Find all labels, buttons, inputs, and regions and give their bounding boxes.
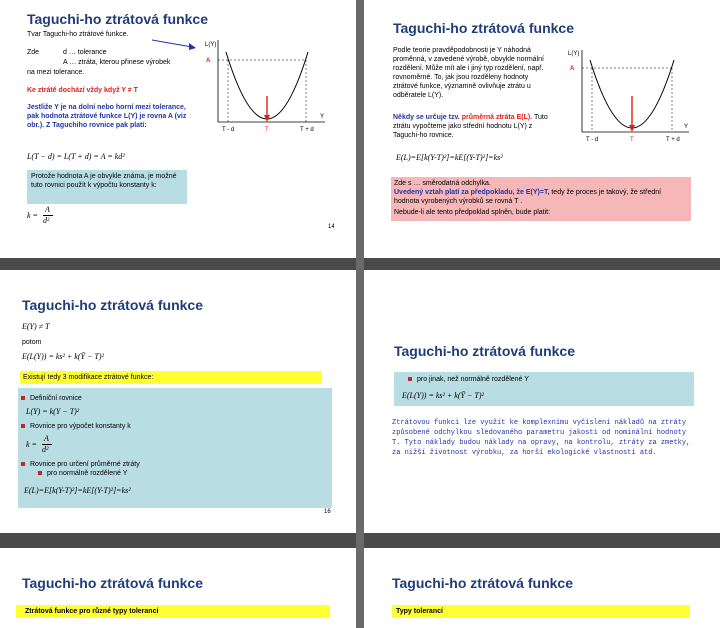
usage-paragraph: Ztrátovou funkci lze využít ke komplexnímu vyčíslení nákladů na ztráty způsobené odchylkou sledovaného parametru jakosti od nominální hodnoty T. Tyto náklady budou náklady na opravy, na kontrolu, ztráty za zmetky, za nižší životnost výrobku, za horší ekologické vlastnosti atd. bbox=[392, 419, 691, 457]
zde-label: Zde bbox=[27, 49, 40, 56]
bullet-icon bbox=[21, 462, 25, 466]
tick-right: T + d bbox=[300, 127, 314, 133]
y-axis-label: L(Y) bbox=[568, 51, 580, 57]
x-axis-label: Y bbox=[320, 114, 325, 120]
a-label: A bbox=[570, 66, 575, 72]
modifications-box bbox=[18, 388, 332, 508]
bullet-constant bbox=[21, 422, 131, 431]
bullet-icon bbox=[21, 396, 25, 400]
bullet-average-loss bbox=[21, 460, 140, 469]
other-distribution-box bbox=[394, 372, 694, 406]
y-axis-label: L(Y) bbox=[205, 42, 217, 48]
formula-k-den: d² bbox=[42, 445, 49, 454]
average-loss-rest: Tuto ztrátu vypočteme jako střední hodnotu L(Y) z Taguchi-ho rovnice. bbox=[393, 114, 548, 139]
slide-4 bbox=[364, 270, 720, 533]
formula-k-lhs: k = bbox=[26, 440, 37, 449]
slide-6 bbox=[364, 548, 720, 628]
bullet-constant-label: Rovnice pro výpočet konstanty k bbox=[30, 423, 131, 430]
bullet-definition-label: Definiční rovnice bbox=[30, 395, 82, 402]
bullet-definition bbox=[21, 394, 82, 403]
explanation-text: Jestliže Y je na dolní nebo horní mezi tolerance, pak hodnota ztrátové funkce L(Y) je rovna A (viz obr.). Z Taguchiho rovnice pak platí: bbox=[27, 104, 187, 129]
formula-average-loss: E(L)=E[k(Y-T)²]=kE[(Y-T)²]=ks² bbox=[24, 486, 131, 495]
formula-ey-not-t: E(Y) ≠ T bbox=[22, 322, 50, 331]
formula-k-lhs: k = bbox=[27, 211, 38, 220]
bullet-other bbox=[408, 375, 529, 384]
separator-bar-vertical bbox=[356, 0, 364, 628]
formula-k-num: A bbox=[45, 205, 50, 214]
note-line-1: Zde s … směrodatná odchylka. bbox=[394, 180, 491, 187]
arrow-icon bbox=[150, 37, 200, 51]
note-box bbox=[391, 177, 691, 221]
formula-definition: L(Y) = k(Y − T)² bbox=[26, 407, 80, 416]
formula-k-num: A bbox=[44, 434, 49, 443]
loss-function-graph bbox=[200, 36, 330, 136]
loss-function-graph bbox=[564, 46, 694, 146]
x-axis-label: Y bbox=[684, 124, 689, 130]
note-line-2 bbox=[394, 188, 688, 206]
tolerance-types-text: Ztrátová funkce pro různé typy tolerancí bbox=[25, 608, 159, 615]
zde-line-3: na mezi tolerance. bbox=[27, 69, 85, 76]
bullet-icon bbox=[408, 377, 412, 381]
note-assumption: Uvedený vztah platí za předpokladu, že E(Y)=T, bbox=[394, 189, 550, 196]
tick-mid: T bbox=[630, 137, 634, 143]
tick-left: T - d bbox=[586, 137, 599, 143]
average-loss-text bbox=[393, 113, 553, 140]
formula-other: E(L(Y)) = ks² + k(Ȳ − T)² bbox=[402, 391, 484, 400]
bullet-icon bbox=[38, 471, 42, 475]
tolerance-text: Typy tolerancí bbox=[396, 608, 443, 615]
note-line-3: Nebude-li ale tento předpoklad splněn, bude platit: bbox=[394, 209, 551, 216]
modifications-banner bbox=[20, 371, 322, 384]
slide-1 bbox=[0, 0, 356, 258]
bullet-icon bbox=[21, 424, 25, 428]
tolerance-types-banner bbox=[16, 605, 330, 618]
formula-boundary: L(T − d) = L(T + d) = A = kd² bbox=[27, 152, 125, 161]
average-loss-prefix: Někdy se určuje tzv. bbox=[393, 114, 460, 121]
zde-line-1: d … tolerance bbox=[63, 49, 107, 56]
condition-text: Ke ztrátě dochází vždy když Y ≠ T bbox=[27, 87, 138, 94]
intro-paragraph: Podle teorie pravděpodobnosti je Y náhodná proměnná, v zavedené výrobě, obvykle normální rozdělení. Může mít ale i jiný typ rozdělení, např. rovnoměrné. To, jak jsou rozděleny hodnoty ztrátové funkce, významně ovlivňuje ztrátu u odběratele L(Y). bbox=[393, 47, 544, 99]
formula-expected-loss: E(L(Y)) = ks² + k(Ȳ − T)² bbox=[22, 352, 104, 361]
bullet-average-loss-label: Rovnice pro určení průměrné ztráty bbox=[30, 461, 140, 468]
sub-bullet-normal bbox=[38, 469, 127, 478]
slide-2 bbox=[364, 0, 720, 258]
slide-title: Taguchi-ho ztrátová funkce bbox=[22, 297, 203, 313]
bullet-other-label: pro jinak, než normálně rozdělené Y bbox=[417, 376, 529, 383]
slide-5 bbox=[0, 548, 356, 628]
tick-mid: T bbox=[265, 127, 269, 133]
slide-subtitle: Tvar Taguchi-ho ztrátové funkce. bbox=[27, 31, 129, 38]
formula-average-loss: E(L)=E[k(Y-T)²]=kE[(Y-T)²]=ks² bbox=[396, 153, 503, 162]
potom-text: potom bbox=[22, 339, 42, 346]
a-label: A bbox=[206, 58, 211, 64]
tick-right: T + d bbox=[666, 137, 680, 143]
tolerance-banner bbox=[392, 605, 690, 618]
zde-line-2: A … ztráta, kterou přinese výrobek bbox=[63, 59, 171, 66]
slide-title: Taguchi-ho ztrátová funkce bbox=[393, 20, 574, 36]
slide-title: Taguchi-ho ztrátová funkce bbox=[22, 575, 203, 591]
info-box-text: Protože hodnota A je obvykle známa, je možné tuto rovnici použít k výpočtu konstanty k: bbox=[31, 173, 177, 189]
note-assumption-rest: tedy že proces je takový, že střední hodnota vyrobených výrobků se rovná T . bbox=[394, 189, 662, 205]
modifications-text: Existují tedy 3 modifikace ztrátové funkce: bbox=[23, 374, 154, 381]
page-number: 16 bbox=[324, 509, 331, 515]
tick-left: T - d bbox=[222, 127, 235, 133]
info-box bbox=[27, 170, 187, 204]
slide-title: Taguchi-ho ztrátová funkce bbox=[27, 11, 208, 27]
slide-title: Taguchi-ho ztrátová funkce bbox=[392, 575, 573, 591]
slide-3 bbox=[0, 270, 356, 533]
average-loss-term: průměrná ztráta E(L). bbox=[461, 114, 533, 121]
slide-title: Taguchi-ho ztrátová funkce bbox=[394, 343, 575, 359]
sub-bullet-normal-label: pro normálně rozdělené Y bbox=[47, 470, 128, 477]
formula-k-den: d² bbox=[43, 216, 50, 225]
page-number: 14 bbox=[328, 224, 335, 230]
